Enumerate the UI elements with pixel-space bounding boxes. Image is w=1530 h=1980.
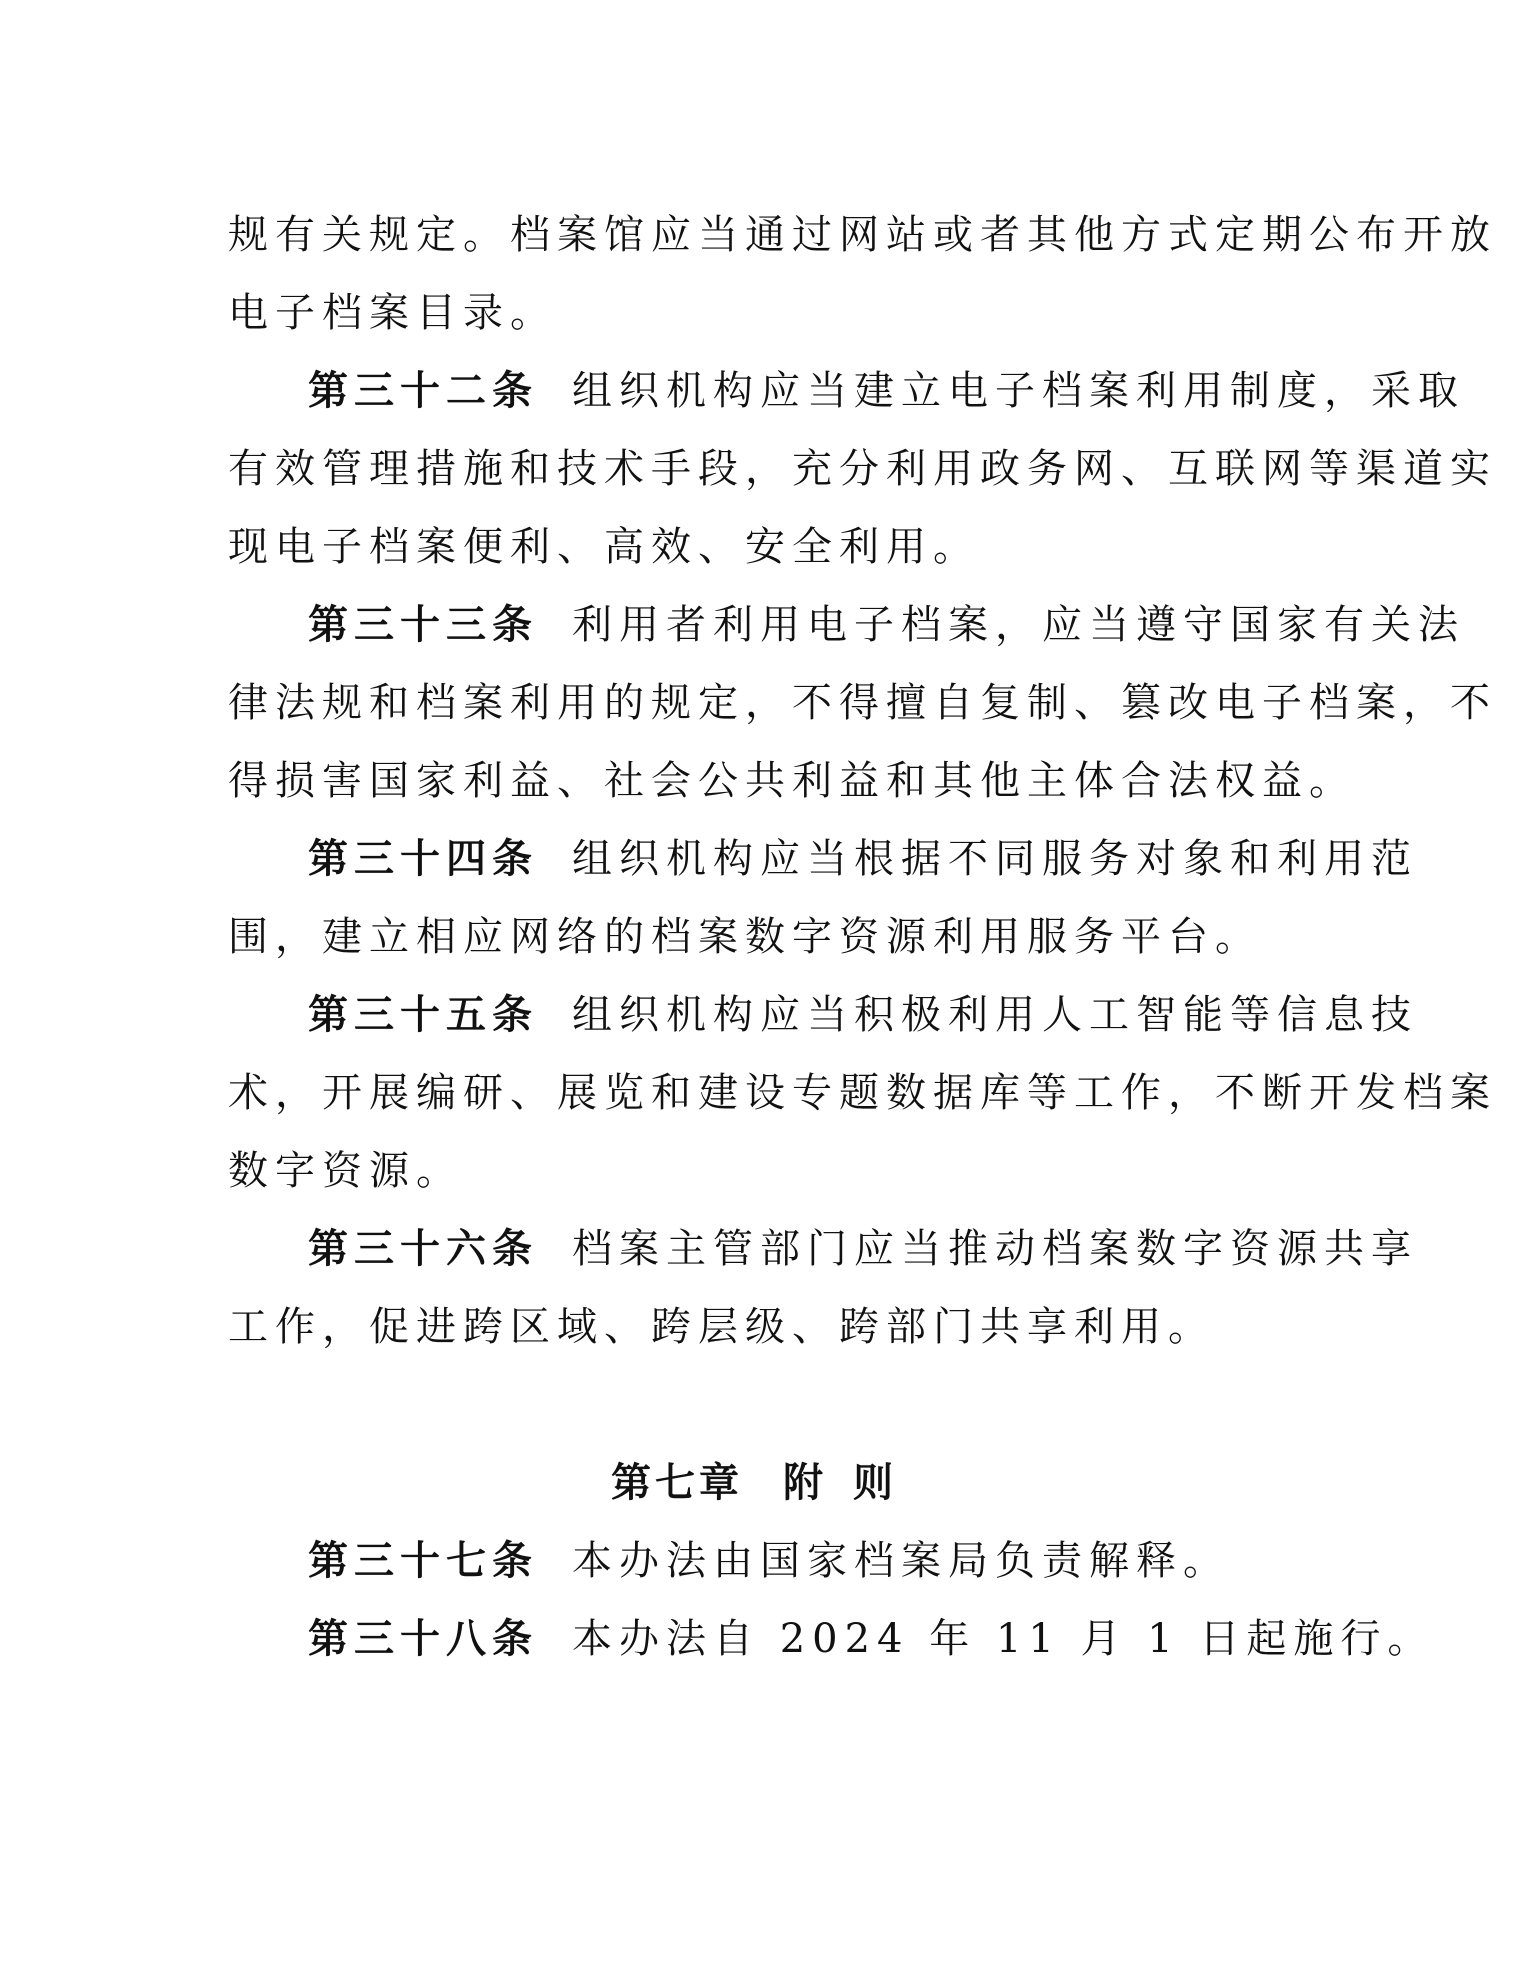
- paragraph-line: 电子档案目录。: [228, 290, 557, 336]
- chapter-title: 附则: [783, 1459, 923, 1506]
- article-number: 第三十七条: [308, 1537, 538, 1584]
- article-34: [228, 820, 1418, 976]
- article-32: [228, 352, 1497, 586]
- chapter-number: 第七章: [611, 1459, 743, 1506]
- article-number: 第三十五条: [308, 991, 538, 1038]
- article-text: 本办法由国家档案局负责解释。: [572, 1538, 1230, 1584]
- article-37: [228, 1522, 1306, 1600]
- article-line: 数字资源。: [228, 1148, 463, 1194]
- article-first-line: [228, 976, 1418, 1054]
- article-text: 组织机构应当建立电子档案利用制度，采取: [572, 368, 1465, 414]
- article-line: 有效管理措施和技术手段，充分利用政务网、互联网等渠道实: [228, 446, 1497, 492]
- article-number: 第三十六条: [308, 1225, 538, 1272]
- article-text: 利用者利用电子档案，应当遵守国家有关法: [572, 602, 1465, 648]
- article-line: 工作，促进跨区域、跨层级、跨部门共享利用。: [228, 1304, 1215, 1350]
- article-first-line: [228, 820, 1418, 898]
- article-first-line: [228, 1210, 1418, 1288]
- article-38: [228, 1600, 1435, 1678]
- article-line: 术，开展编研、展览和建设专题数据库等工作，不断开发档案: [228, 1070, 1497, 1116]
- article-number: 第三十四条: [308, 835, 538, 882]
- continued-paragraph: [228, 196, 1497, 352]
- article-first-line: [228, 586, 1465, 664]
- document-body: [228, 196, 1497, 1678]
- article-number: 第三十二条: [308, 367, 538, 414]
- article-35: [228, 976, 1497, 1210]
- article-number: 第三十三条: [308, 601, 538, 648]
- article-text: 本办法自 2024 年 11 月 1 日起施行。: [572, 1616, 1435, 1662]
- article-line: 现电子档案便利、高效、安全利用。: [228, 524, 980, 570]
- article-line: 律法规和档案利用的规定，不得擅自复制、篡改电子档案，不: [228, 680, 1497, 726]
- article-number: 第三十八条: [308, 1615, 538, 1662]
- chapter-heading: [228, 1444, 1306, 1522]
- article-text: 组织机构应当根据不同服务对象和利用范: [572, 836, 1418, 882]
- article-first-line: [228, 352, 1465, 430]
- article-text: 组织机构应当积极利用人工智能等信息技: [572, 992, 1418, 1038]
- article-33: [228, 586, 1497, 820]
- article-text: 档案主管部门应当推动档案数字资源共享: [572, 1226, 1418, 1272]
- paragraph-line: 规有关规定。档案馆应当通过网站或者其他方式定期公布开放: [228, 212, 1497, 258]
- article-36: [228, 1210, 1418, 1366]
- article-line: 得损害国家利益、社会公共利益和其他主体合法权益。: [228, 758, 1356, 804]
- chapter-spacer: [228, 1366, 1306, 1444]
- article-line: 围，建立相应网络的档案数字资源利用服务平台。: [228, 914, 1262, 960]
